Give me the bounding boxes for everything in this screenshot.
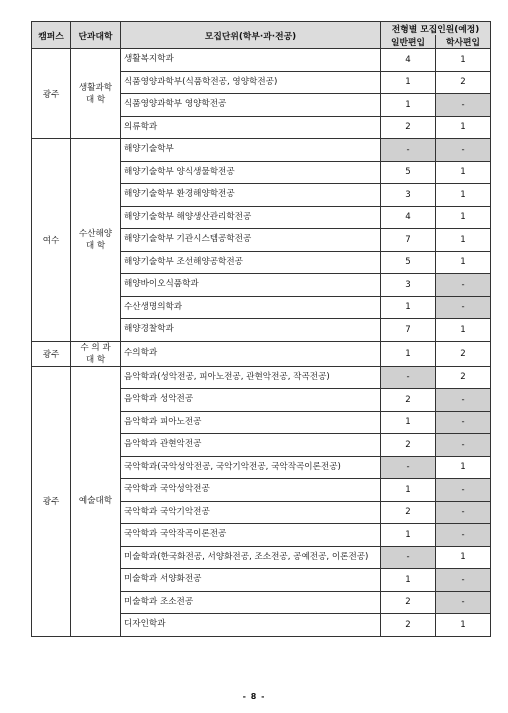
campus-cell: 여수: [32, 139, 71, 342]
general-transfer-count: 1: [381, 479, 436, 502]
general-transfer-count: 7: [381, 319, 436, 342]
bachelor-transfer-count: 1: [436, 161, 491, 184]
unit-cell: 음악학과 성악전공: [121, 389, 381, 412]
unit-cell: 음악학과(성악전공, 피아노전공, 관현악전공, 작곡전공): [121, 366, 381, 389]
table-row: [32, 366, 491, 389]
bachelor-transfer-count: 1: [436, 49, 491, 72]
college-cell: [71, 341, 121, 366]
college-name-line: 대 학: [85, 94, 106, 105]
general-transfer-count: 5: [381, 251, 436, 274]
general-transfer-count: 1: [381, 71, 436, 94]
general-transfer-count: 1: [381, 524, 436, 547]
bachelor-transfer-count: -: [436, 411, 491, 434]
header-quota: 전형별 모집인원(예정): [381, 22, 491, 36]
unit-cell: 해양기술학부 기관시스템공학전공: [121, 229, 381, 252]
bachelor-transfer-count: -: [436, 94, 491, 117]
campus-cell: 광주: [32, 341, 71, 366]
bachelor-transfer-count: -: [436, 501, 491, 524]
unit-cell: 국악학과 국악작곡이론전공: [121, 524, 381, 547]
unit-cell: 해양바이오식품학과: [121, 274, 381, 297]
bachelor-transfer-count: 1: [436, 456, 491, 479]
unit-cell: 수의학과: [121, 341, 381, 366]
table-body: [32, 49, 491, 637]
college-cell: [71, 49, 121, 139]
unit-cell: 수산생명의학과: [121, 296, 381, 319]
campus-cell: 광주: [32, 49, 71, 139]
unit-cell: 식품영양과학부(식품학전공, 영양학전공): [121, 71, 381, 94]
bachelor-transfer-count: 2: [436, 341, 491, 366]
general-transfer-count: 4: [381, 206, 436, 229]
unit-cell: 음악학과 피아노전공: [121, 411, 381, 434]
college-name-line: 수산해양: [78, 228, 113, 239]
bachelor-transfer-count: 2: [436, 366, 491, 389]
unit-cell: 국악학과 국악기악전공: [121, 501, 381, 524]
unit-cell: 미술학과 조소전공: [121, 591, 381, 614]
general-transfer-count: 2: [381, 501, 436, 524]
header-unit: 모집단위(학부·과·전공): [121, 22, 381, 49]
unit-cell: 생활복지학과: [121, 49, 381, 72]
bachelor-transfer-count: -: [436, 591, 491, 614]
unit-cell: 미술학과(한국화전공, 서양화전공, 조소전공, 공예전공, 이론전공): [121, 546, 381, 569]
bachelor-transfer-count: -: [436, 274, 491, 297]
general-transfer-count: -: [381, 546, 436, 569]
bachelor-transfer-count: -: [436, 434, 491, 457]
bachelor-transfer-count: 1: [436, 229, 491, 252]
unit-cell: 해양기술학부 양식생물학전공: [121, 161, 381, 184]
unit-cell: 디자인학과: [121, 614, 381, 637]
general-transfer-count: 2: [381, 591, 436, 614]
college-name-line: 대 학: [85, 354, 106, 365]
header-bachelor-transfer: 학사편입: [436, 35, 491, 49]
general-transfer-count: 1: [381, 411, 436, 434]
header-general-transfer: 일반편입: [381, 35, 436, 49]
unit-cell: 미술학과 서양화전공: [121, 569, 381, 592]
bachelor-transfer-count: 1: [436, 614, 491, 637]
general-transfer-count: 1: [381, 296, 436, 319]
bachelor-transfer-count: -: [436, 296, 491, 319]
page-number: - 8 -: [242, 692, 266, 701]
bachelor-transfer-count: 1: [436, 251, 491, 274]
bachelor-transfer-count: -: [436, 569, 491, 592]
general-transfer-count: -: [381, 366, 436, 389]
bachelor-transfer-count: -: [436, 479, 491, 502]
general-transfer-count: 7: [381, 229, 436, 252]
unit-cell: 해양기술학부: [121, 139, 381, 162]
general-transfer-count: 2: [381, 614, 436, 637]
college-name-line: 수 의 과: [80, 342, 111, 353]
table-row: [32, 49, 491, 72]
unit-cell: 의류학과: [121, 116, 381, 139]
table-row: [32, 139, 491, 162]
bachelor-transfer-count: -: [436, 389, 491, 412]
header-college: 단과대학: [71, 22, 121, 49]
bachelor-transfer-count: -: [436, 524, 491, 547]
college-name-line: 예술대학: [78, 496, 113, 506]
general-transfer-count: 2: [381, 116, 436, 139]
unit-cell: 국악학과 국악성악전공: [121, 479, 381, 502]
bachelor-transfer-count: 2: [436, 71, 491, 94]
bachelor-transfer-count: -: [436, 139, 491, 162]
campus-cell: 광주: [32, 366, 71, 636]
college-cell: [71, 139, 121, 342]
college-name-line: 생활과학: [78, 82, 113, 93]
unit-cell: 해양기술학부 해양생산관리학전공: [121, 206, 381, 229]
admission-quota-table: [31, 21, 491, 637]
bachelor-transfer-count: 1: [436, 116, 491, 139]
general-transfer-count: -: [381, 139, 436, 162]
general-transfer-count: 5: [381, 161, 436, 184]
general-transfer-count: 3: [381, 184, 436, 207]
general-transfer-count: -: [381, 456, 436, 479]
general-transfer-count: 2: [381, 389, 436, 412]
bachelor-transfer-count: 1: [436, 206, 491, 229]
unit-cell: 해양경찰학과: [121, 319, 381, 342]
general-transfer-count: 1: [381, 341, 436, 366]
header-campus: 캠퍼스: [32, 22, 71, 49]
unit-cell: 음악학과 관현악전공: [121, 434, 381, 457]
bachelor-transfer-count: 1: [436, 184, 491, 207]
general-transfer-count: 1: [381, 94, 436, 117]
general-transfer-count: 3: [381, 274, 436, 297]
unit-cell: 식품영양과학부 영양학전공: [121, 94, 381, 117]
college-cell: [71, 366, 121, 636]
bachelor-transfer-count: 1: [436, 319, 491, 342]
unit-cell: 해양기술학부 조선해양공학전공: [121, 251, 381, 274]
unit-cell: 국악학과(국악성악전공, 국악기악전공, 국악작곡이론전공): [121, 456, 381, 479]
college-name-line: 대 학: [85, 240, 106, 251]
unit-cell: 해양기술학부 환경해양학전공: [121, 184, 381, 207]
table-row: [32, 341, 491, 366]
bachelor-transfer-count: 1: [436, 546, 491, 569]
general-transfer-count: 1: [381, 569, 436, 592]
general-transfer-count: 4: [381, 49, 436, 72]
general-transfer-count: 2: [381, 434, 436, 457]
